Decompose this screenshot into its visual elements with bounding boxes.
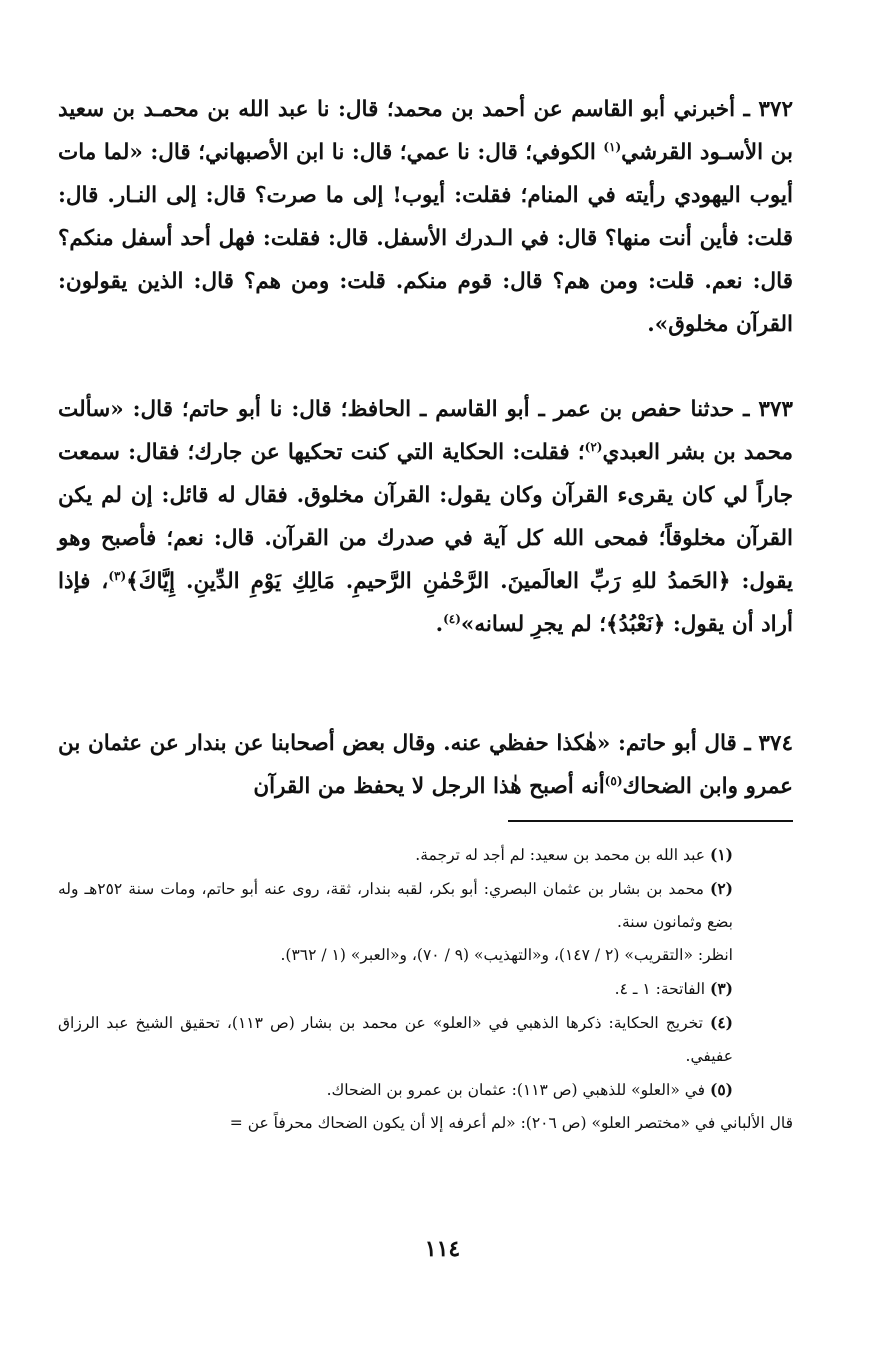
footnote-label: (٢) [709,879,733,898]
hadith-text: أنه أصبح هٰذا الرجل لا يحفظ من القرآن [253,774,605,799]
hadith-373 [58,388,793,646]
footnote-label: (٣) [709,979,733,998]
footnote-text: الفاتحة: ١ ـ ٤. [614,980,710,998]
footnote-ref[interactable]: (٣) [108,568,127,583]
footnote-text: قال الألباني في «مختصر العلو» (ص ٢٠٦): «لم أعرفه إلا أن يكون الضحاك محرفاً عن = [229,1114,793,1132]
hadith-372 [58,88,793,346]
footnote-text: محمد بن بشار بن عثمان البصري: أبو بكر، لقبه بندار، ثقة، روى عنه أبو حاتم، ومات سنة ٢٥٢هـ وله بضع وثمانون سنة. [58,880,733,931]
page-number: ١١٤ [424,1236,461,1262]
footnote-divider [508,820,793,822]
hadith-374 [58,722,793,808]
footnote-4 [58,1006,793,1073]
footnotes [58,838,793,1140]
hadith-text: ؛ فقلت: الحكاية التي كنت تحكيها عن جارك؛ فقال: سمعت جاراً لي كان يقرىء القرآن وكان يقول: القرآن مخلوق. فقال له قائل: إن لم يكن القرآن مخلوقاً؛ فمحى الله كل آية في صدرك من القرآن. قال: نعم؛ فأصبح وهو يقول: ﴿الحَمدُ للهِ رَبِّ العالَمينَ. الرَّحْمٰنِ الرَّحيمِ. مَالِكِ يَوْمِ الدِّينِ. إِيَّاكَ﴾ [58,440,793,594]
hadith-number: ٣٧٢ ـ [743,97,793,122]
hadith-text: أخبرني أبو القاسم عن أحمد بن محمد؛ قال: نا عبد الله بن محمـد بن سعيد بن الأسـود القرشي [58,97,794,165]
footnote-text: عبد الله بن محمد بن سعيد: لم أجد له ترجمة. [415,846,710,864]
hadith-text: ، فإذا أراد أن يقول: ﴿نَعْبُدُ﴾؛ لم يجرِ لسانه» [58,569,793,637]
footnote-2 [58,872,793,939]
footnote-1 [58,838,793,872]
footnote-ref[interactable]: (١) [603,139,622,154]
footnote-text: تخريج الحكاية: ذكرها الذهبي في «العلو» عن محمد بن بشار (ص ١١٣)، تحقيق الشيخ عبد الرزاق عفيفي. [58,1014,733,1065]
footnote-2-continued [58,939,793,972]
hadith-text: . [435,612,444,637]
footnote-text: في «العلو» للذهبي (ص ١١٣): عثمان بن عمرو بن الضحاك. [326,1081,710,1099]
footnote-label: (٥) [709,1080,733,1099]
footnote-label: (٤) [709,1013,733,1032]
footnote-ref[interactable]: (٢) [584,439,603,454]
footnote-3 [58,972,793,1006]
footnote-text: انظر: «التقريب» (٢ / ١٤٧)، و«التهذيب» (٩ / ٧٠)، و«العبر» (١ / ٣٦٢). [280,946,733,964]
footnote-5 [58,1073,793,1107]
hadith-text: الكوفي؛ قال: نا عمي؛ قال: نا ابن الأصبهاني؛ قال: «لما مات أيوب اليهودي رأيته في المنام؛ فقلت: أيوب! إلى ما صرت؟ قال: إلى النـار. قال: قلت: فأين أنت منها؟ قال: في الـدرك الأسفل. قال: فقلت: فهل أحد أسفل منكم؟ قال: نعم. قلت: ومن هم؟ قال: قوم منكم. قلت: ومن هم؟ قال: الذين يقولون: القرآن مخلوق». [58,140,793,337]
hadith-number: ٣٧٣ ـ [743,397,793,422]
footnote-ref[interactable]: (٤) [443,611,461,626]
hadith-text: قال أبو حاتم: «هٰكذا حفظي عنه. وقال بعض أصحابنا عن بندار عن عثمان بن عمرو وابن الضحاك [58,731,793,799]
footnote-ref[interactable]: (٥) [604,773,623,788]
hadith-number: ٣٧٤ ـ [744,731,793,756]
footnote-5-continued [58,1107,793,1140]
footnote-label: (١) [709,845,733,864]
hadith-text: حدثنا حفص بن عمر ـ أبو القاسم ـ الحافظ؛ قال: نا أبو حاتم؛ قال: «سألت محمد بن بشر العبدي [58,397,793,465]
